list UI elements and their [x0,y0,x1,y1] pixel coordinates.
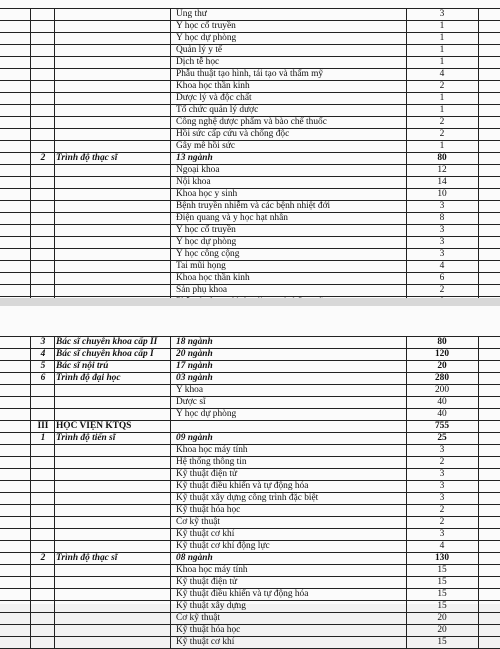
table-row [0,432,500,444]
row-quota: 20 [437,613,447,623]
row-quota: 3 [439,493,445,503]
row-major: 20 ngành [176,349,213,359]
table-row [0,504,500,516]
row-quota: 2 [439,457,445,467]
table-page-1 [0,8,500,321]
table-grid-line [478,8,479,321]
row-number: 6 [40,373,46,383]
row-quota: 1 [439,105,445,115]
row-number: 2 [40,153,46,163]
table-row [0,92,500,104]
row-quota: 1 [439,21,445,31]
row-level: Bác sĩ chuyên khoa cấp I [56,349,154,359]
row-level: Bác sĩ chuyên khoa cấp II [56,337,158,347]
row-level: HỌC VIỆN KTQS [56,421,132,431]
row-major: Quản lý y tế [176,45,223,55]
row-quota: 1 [439,93,445,103]
table-row [0,576,500,588]
row-level: Trình độ đại học [56,373,121,383]
row-major: Sản phụ khoa [176,285,228,295]
row-quota: 40 [437,397,447,407]
row-major: Phẫu thuật tạo hình, tái tạo và thẩm mỹ [176,69,324,79]
table-grid-line [54,336,55,649]
table-row [0,32,500,44]
table-row [0,224,500,236]
row-major: Y học cổ truyền [176,21,236,31]
row-quota: 15 [437,601,447,611]
table-row [0,152,500,164]
row-major: Y học dự phòng [176,33,237,43]
row-major: Tổ chức quản lý dược [176,105,259,115]
row-quota: 1 [439,141,445,151]
table-grid-line [170,8,171,321]
row-quota: 2 [439,505,445,515]
row-quota: 755 [434,421,450,431]
row-major: Khoa học thần kinh [176,273,250,283]
row-quota: 20 [437,625,447,635]
row-quota: 1 [439,45,445,55]
row-quota: 15 [437,589,447,599]
row-major: Cơ kỹ thuật [176,517,221,527]
row-level: Trình độ tiến sĩ [56,433,116,443]
row-major: Y học cổ truyền [176,225,236,235]
row-major: Y học công cộng [176,249,240,259]
row-major: Dịch tễ học [176,57,220,67]
table-row [0,456,500,468]
row-major: Kỹ thuật xây dựng [176,601,246,611]
table-row [0,200,500,212]
row-quota: 10 [437,189,447,199]
row-major: Khoa học máy tính [176,565,248,575]
row-quota: 3 [439,445,445,455]
table-row [0,564,500,576]
table-row [0,348,500,360]
table-row [0,140,500,152]
table-row [0,444,500,456]
table-row [0,588,500,600]
row-number: 4 [40,349,46,359]
row-major: Kỹ thuật điều khiển và tự động hóa [176,481,309,491]
table-row [0,20,500,32]
table-row [0,528,500,540]
table-row [0,284,500,296]
row-major: Kỹ thuật điện tử [176,577,238,587]
row-quota: 3 [439,237,445,247]
row-major: Dược lý và độc chất [176,93,252,103]
table-grid-line [170,336,171,649]
row-quota: 4 [439,541,445,551]
row-quota: 6 [439,273,445,283]
row-number: 1 [40,433,46,443]
row-major: 13 ngành [176,153,213,163]
table-row [0,384,500,396]
table-row [0,516,500,528]
row-number: 3 [40,337,46,347]
table-row [0,420,500,432]
row-major: Nội khoa [176,177,211,187]
row-major: Hệ thống thông tin [176,457,247,467]
document-page-2 [0,306,500,647]
page-separator [0,298,500,306]
table-row [0,116,500,128]
table-row [0,56,500,68]
table-row [0,612,500,624]
row-quota: 2 [439,285,445,295]
row-major: 03 ngành [176,373,213,383]
table-row [0,272,500,284]
row-major: 08 ngành [176,553,213,563]
table-row [0,68,500,80]
row-quota: 4 [439,69,445,79]
row-quota: 1 [439,57,445,67]
row-quota: 3 [439,249,445,259]
table-row [0,552,500,564]
row-quota: 2 [439,81,445,91]
table-grid-line [54,8,55,321]
table-row [0,468,500,480]
row-major: Kỹ thuật cơ khí động lực [176,541,270,551]
row-major: Y khoa [176,385,203,395]
table-row [0,248,500,260]
table-grid-line [406,336,407,649]
row-level: Trình độ thạc sĩ [56,153,118,163]
row-major: 09 ngành [176,433,213,443]
table-row [0,396,500,408]
row-major: Công nghệ dược phẩm và bào chế thuốc [176,117,327,127]
row-major: Tai mũi họng [176,261,226,271]
row-quota: 40 [437,409,447,419]
row-major: Dược sĩ [176,397,206,407]
row-quota: 3 [439,9,445,19]
row-major: Kỹ thuật cơ khí [176,637,235,647]
row-quota: 3 [439,225,445,235]
row-major: 17 ngành [176,361,213,371]
row-quota: 25 [437,433,447,443]
row-quota: 15 [437,577,447,587]
table-row [0,128,500,140]
table-grid-line [406,8,407,321]
row-major: Gây mê hồi sức [176,141,235,151]
row-major: Kỹ thuật hóa học [176,625,241,635]
row-quota: 280 [434,373,450,383]
table-row [0,44,500,56]
row-quota: 15 [437,565,447,575]
table-row [0,8,500,20]
table-row [0,212,500,224]
table-grid-line [478,336,479,649]
table-row [0,260,500,272]
row-major: Điện quang và y học hạt nhân [176,213,288,223]
row-number: 2 [40,553,46,563]
table-row [0,624,500,636]
table-row [0,236,500,248]
row-major: Khoa học máy tính [176,445,248,455]
row-number: III [37,421,49,431]
table-row [0,336,500,348]
table-row [0,636,500,648]
row-major: Bệnh truyền nhiễm và các bệnh nhiệt đới [176,201,331,211]
row-quota: 80 [437,337,447,347]
table-row [0,80,500,92]
row-major: Khoa học y sinh [176,189,238,199]
table-row [0,492,500,504]
row-quota: 1 [439,33,445,43]
row-quota: 2 [439,117,445,127]
table-row [0,408,500,420]
row-quota: 3 [439,469,445,479]
row-quota: 8 [439,213,445,223]
row-major: Ngoại khoa [176,165,220,175]
table-row [0,372,500,384]
table-row [0,176,500,188]
row-quota: 2 [439,517,445,527]
table-row [0,188,500,200]
row-major: Y học dự phòng [176,237,237,247]
row-major: Kỹ thuật điện tử [176,469,238,479]
row-major: Kỹ thuật cơ khí [176,529,235,539]
table-page-2 [0,336,500,649]
row-quota: 200 [434,385,450,395]
row-major: Y học dự phòng [176,409,237,419]
table-row [0,480,500,492]
table-row [0,104,500,116]
row-quota: 15 [437,637,447,647]
row-major: Kỹ thuật điều khiển và tự động hóa [176,589,309,599]
table-row [0,360,500,372]
row-quota: 14 [437,177,447,187]
row-quota: 130 [434,553,450,563]
table-row [0,164,500,176]
row-quota: 20 [437,361,447,371]
row-major: 18 ngành [176,337,213,347]
table-grid-line [30,336,31,649]
table-row [0,600,500,612]
row-level: Trình độ thạc sĩ [56,553,118,563]
row-number: 5 [40,361,46,371]
row-quota: 3 [439,529,445,539]
document-page-1 [0,0,500,298]
table-grid-line [30,8,31,321]
row-major: Ung thư [176,9,207,19]
row-quota: 120 [434,349,450,359]
row-quota: 12 [437,165,447,175]
row-major: Cơ kỹ thuật [176,613,221,623]
row-quota: 3 [439,481,445,491]
row-quota: 2 [439,129,445,139]
row-quota: 3 [439,201,445,211]
row-quota: 4 [439,261,445,271]
row-quota: 80 [437,153,447,163]
row-major: Hồi sức cấp cứu và chống độc [176,129,290,139]
row-major: Khoa học thần kinh [176,81,250,91]
row-major: Kỹ thuật hóa học [176,505,241,515]
row-major: Kỹ thuật xây dựng công trình đặc biệt [176,493,319,503]
row-level: Bác sĩ nội trú [56,361,109,371]
table-row [0,540,500,552]
